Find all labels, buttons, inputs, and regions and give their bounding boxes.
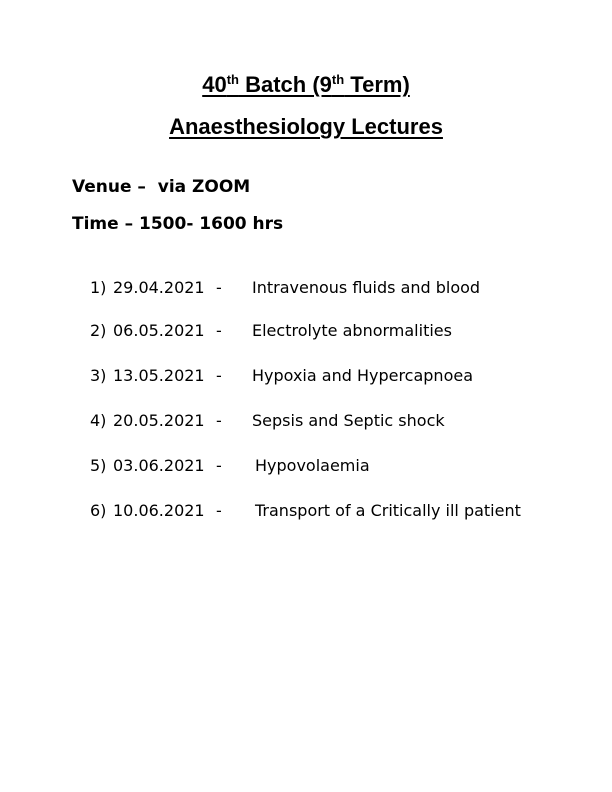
course-title: Anaesthesiology Lectures xyxy=(169,114,443,139)
term-close-text: Term) xyxy=(344,72,410,97)
lecture-item xyxy=(90,411,590,435)
lecture-topic: Hypovolaemia xyxy=(255,456,370,475)
lecture-date: 13.05.2021 xyxy=(113,366,205,385)
lecture-separator: - xyxy=(216,278,222,297)
lecture-date: 20.05.2021 xyxy=(113,411,205,430)
lecture-separator: - xyxy=(216,456,222,475)
venue-line: Venue – via ZOOM xyxy=(72,177,251,197)
lecture-separator: - xyxy=(216,501,222,520)
lecture-number: 1) xyxy=(90,278,107,297)
lecture-separator: - xyxy=(216,366,222,385)
batch-number: 40 xyxy=(202,72,227,97)
lecture-item xyxy=(90,456,590,480)
lecture-item xyxy=(90,278,590,302)
lecture-number: 4) xyxy=(90,411,107,430)
term-ordinal-suffix: th xyxy=(331,72,345,87)
lecture-item xyxy=(90,501,590,525)
lecture-date: 03.06.2021 xyxy=(113,456,205,475)
lecture-topic: Electrolyte abnormalities xyxy=(252,321,452,340)
lecture-item xyxy=(90,366,590,390)
batch-heading xyxy=(0,72,612,98)
lecture-topic: Transport of a Critically ill patient xyxy=(255,501,521,520)
lecture-date: 06.05.2021 xyxy=(113,321,205,340)
lecture-number: 2) xyxy=(90,321,107,340)
lecture-item xyxy=(90,321,590,345)
lecture-date: 29.04.2021 xyxy=(113,278,205,297)
lecture-topic: Hypoxia and Hypercapnoea xyxy=(252,366,474,385)
batch-ordinal-suffix: th xyxy=(226,72,239,87)
lecture-topic: Sepsis and Septic shock xyxy=(252,411,445,430)
term-text: Batch (9 xyxy=(238,72,332,97)
lecture-separator: - xyxy=(216,411,222,430)
lecture-date: 10.06.2021 xyxy=(113,501,205,520)
lecture-number: 3) xyxy=(90,366,107,385)
lecture-topic: Intravenous fluids and blood xyxy=(252,278,481,297)
time-line: Time – 1500- 1600 hrs xyxy=(72,214,284,234)
lecture-number: 5) xyxy=(90,456,107,475)
lecture-separator: - xyxy=(216,321,222,340)
lecture-number: 6) xyxy=(90,501,107,520)
